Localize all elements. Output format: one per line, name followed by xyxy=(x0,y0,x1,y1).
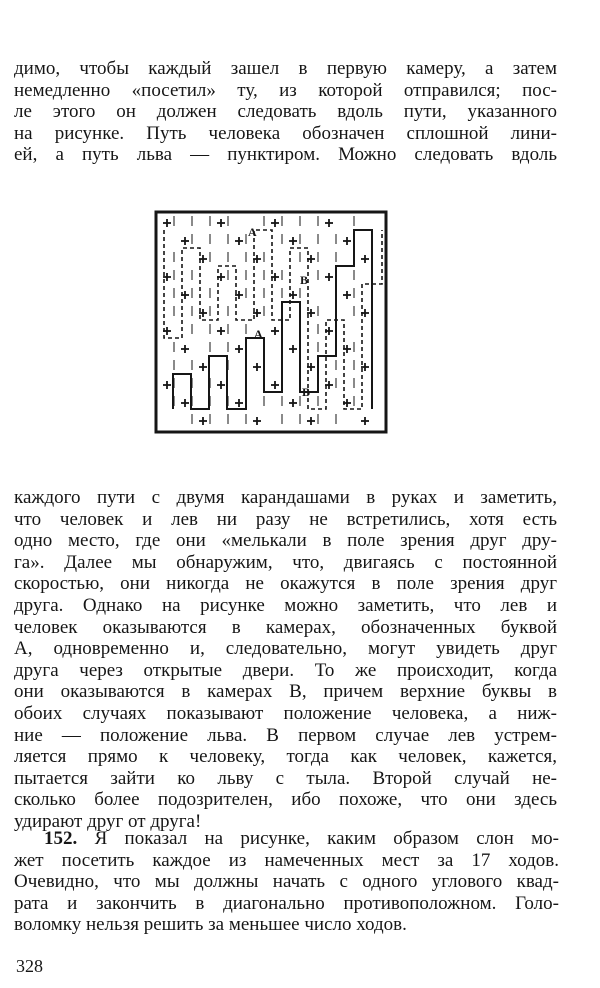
maze-crosses xyxy=(163,219,369,425)
text-line: Очевидно, что мы должны начать с одного углового квад- xyxy=(14,871,559,893)
text-line: ей, а путь льва — пунктиром. Можно следовать вдоль xyxy=(14,144,557,166)
text-line: воломку нельзя решить за меньшее число ходов. xyxy=(14,914,407,936)
text-line: пытается зайти ко льву с тыла. Второй случай не- xyxy=(14,767,557,789)
text-line: друга через открытые двери. То же происходит, когда xyxy=(14,659,557,681)
maze-label: A xyxy=(254,327,263,341)
lion-path-dashed xyxy=(164,230,382,409)
text-line: димо, чтобы каждый зашел в первую камеру, а затем xyxy=(14,58,557,79)
maze-label: A xyxy=(248,225,257,239)
text-line: обоих случаях показывают положение человека, а ниж- xyxy=(14,702,557,724)
top-paragraph xyxy=(14,58,557,166)
text-line: немедленно «посетил» ту, из которой отправился; пос- xyxy=(14,79,557,101)
maze-label: B xyxy=(302,385,311,399)
text-line: каждого пути с двумя карандашами в руках и заметить, xyxy=(14,487,557,508)
text-line: они оказываются в камерах В, причем верхние буквы в xyxy=(14,681,557,703)
text-line: что человек и лев ни разу не встретились, хотя есть xyxy=(14,508,557,530)
text-line: скоростью, они никогда не окажутся в поле зрения друг xyxy=(14,573,557,595)
text-line: друга. Однако на рисунке можно заметить, что лев и xyxy=(14,594,557,616)
text-line: сколько более подозрителен, ибо похоже, что они здесь xyxy=(14,789,557,811)
maze-label: B xyxy=(300,273,309,287)
problem-number: 152. xyxy=(44,828,78,849)
text-line: одно место, где они «мелькали в поле зрения друг дру- xyxy=(14,530,557,552)
text-line: человек оказываются в камерах, обозначенных буквой xyxy=(14,616,557,638)
middle-paragraph xyxy=(14,487,557,833)
problem-152-paragraph xyxy=(14,828,559,936)
text-line: ле этого он должен следовать вдоль пути, указанного xyxy=(14,101,557,123)
page-number: 328 xyxy=(16,956,43,976)
problem-first-line: Я показал на рисунке, каким образом слон мо- xyxy=(94,828,559,849)
maze-figure xyxy=(150,206,396,442)
text-line: рата и закончить в диагонально противоположном. Голо- xyxy=(14,892,559,914)
text-line: удирают друг от друга! xyxy=(14,810,202,832)
text-line xyxy=(14,828,559,850)
text-line: га». Далее мы обнаружим, что, двигаясь с постоянной xyxy=(14,551,557,573)
text-line: ние — положение льва. В первом случае лев устрем- xyxy=(14,724,557,746)
text-line: жет посетить каждое из намеченных мест за 17 ходов. xyxy=(14,849,559,871)
text-line: на рисунке. Путь человека обозначен сплошной лини- xyxy=(14,122,557,144)
text-line: А, одновременно и, следовательно, могут увидеть друг xyxy=(14,638,557,660)
text-line: ляется прямо к человеку, тогда как человек, кажется, xyxy=(14,746,557,768)
